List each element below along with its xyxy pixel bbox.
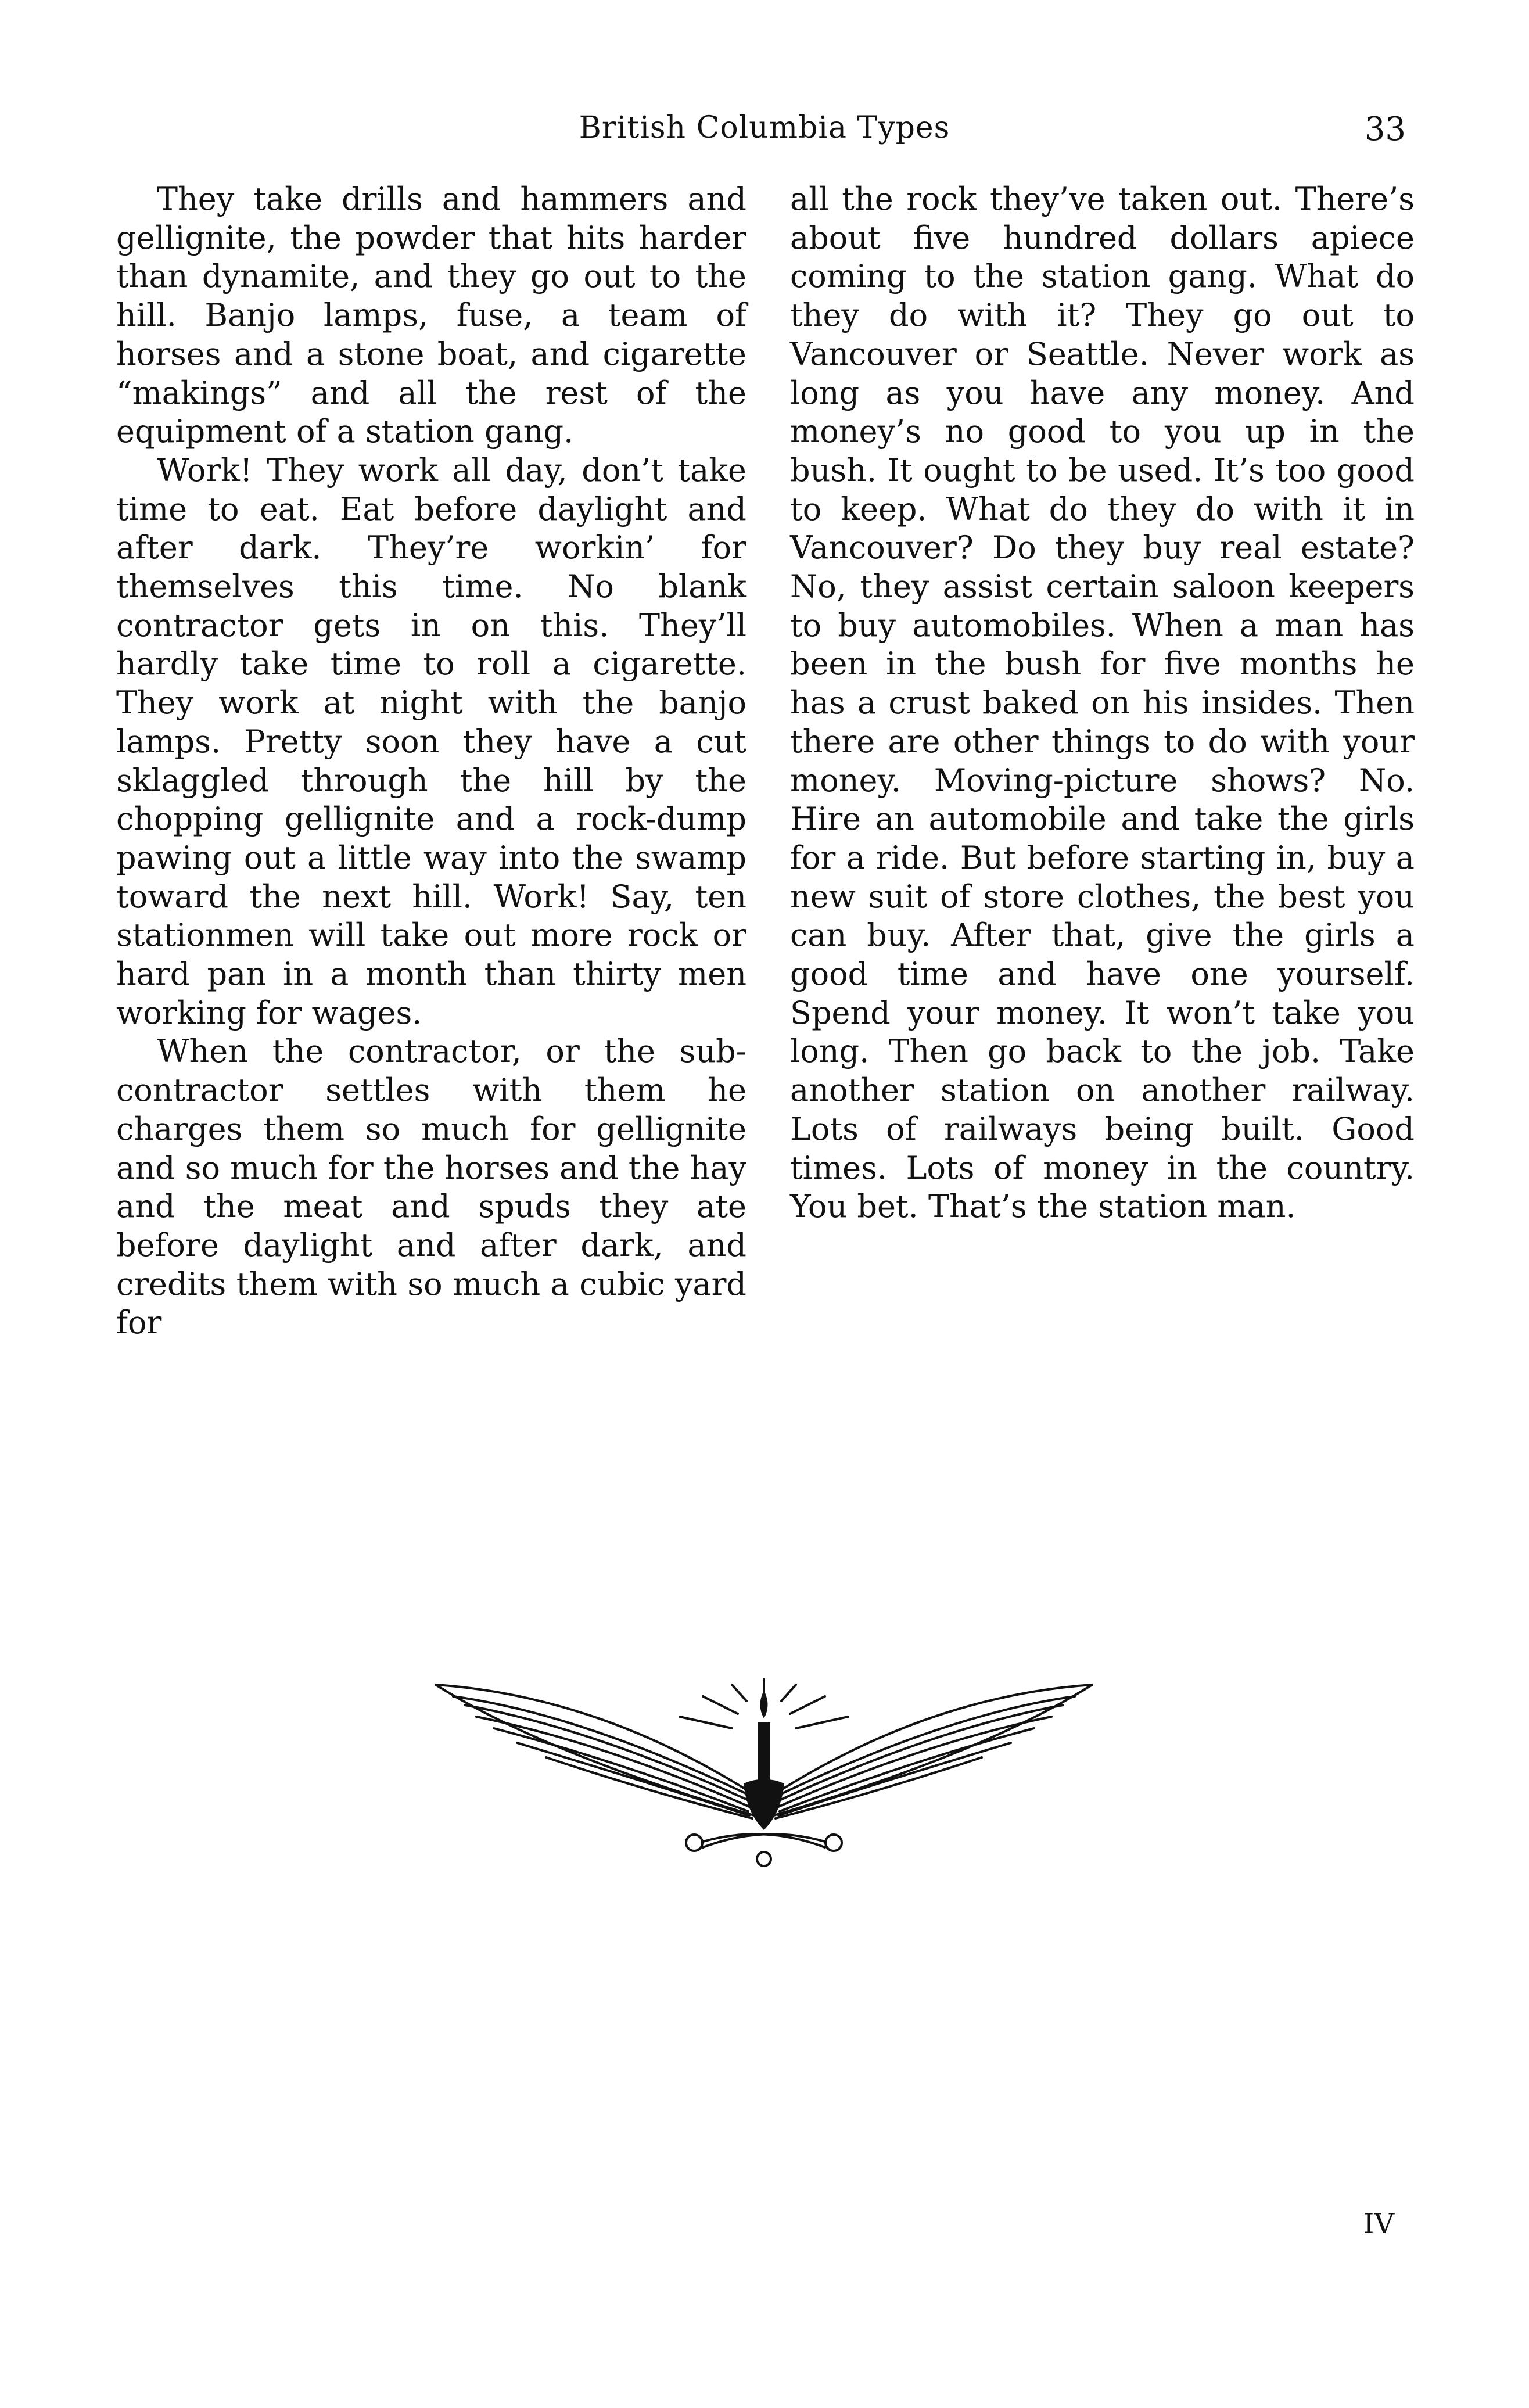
page-number: 33 (1364, 110, 1406, 148)
right-column (790, 180, 1415, 1226)
left-column (116, 180, 746, 1343)
paragraph: all the rock they’ve taken out. There’s about five hundred dollars apiece coming to the station gang. What do they do with it? They go out to Vancouver or Seattle. Never work as long as you have any money. And money’s no good to you up in the bush. It ought to be used. It’s too good to keep. What do they do with it in Vancouver? Do they buy real estate? No, they assist certain saloon keepers to buy automobiles. When a man has been in the bush for five months he has a crust baked on his insides. Then there are other things to do with your money. Moving-picture shows? No. Hire an automobile and take the girls for a ride. But before starting in, buy a new suit of store clothes, the best you can buy. After that, give the girls a good time and have one yourself. Spend your money. It won’t take you long. Then go back to the job. Take another station on another railway. Lots of railways being built. Good times. Lots of money in the country. You bet. That’s the station man. (790, 181, 1415, 1225)
paragraph: Work! They work all day, don’t take time to eat. Eat before daylight and after dark. They’re workin’ for themselves this time. No blank contractor gets in on this. They’ll hardly take time to roll a cigarette. They work at night with the banjo lamps. Pretty soon they have a cut sklaggled through the hill by the chopping gellignite and a rock-dump pawing out a little way into the swamp toward the next hill. Work! Say, ten stationmen will take out more rock or hard pan in a month than thirty men working for wages. (116, 451, 746, 1031)
paragraph: They take drills and hammers and gellignite, the powder that hits harder than dynamite, and they go out to the hill. Banjo lamps, fuse, a team of horses and a stone boat, and cigarette “makings” and all the rest of the equipment of a station gang. (116, 181, 746, 450)
running-title: British Columbia Types (579, 110, 950, 145)
paragraph: When the contractor, or the sub-contractor settles with them he charges them so much for gellignite and so much for the horses and the hay and the meat and spuds they ate before daylight and after dark, and credits them with so much a cubic yard for (116, 1033, 746, 1341)
winged-candle-icon (430, 1673, 1098, 1882)
signature-mark: IV (1363, 2208, 1394, 2240)
